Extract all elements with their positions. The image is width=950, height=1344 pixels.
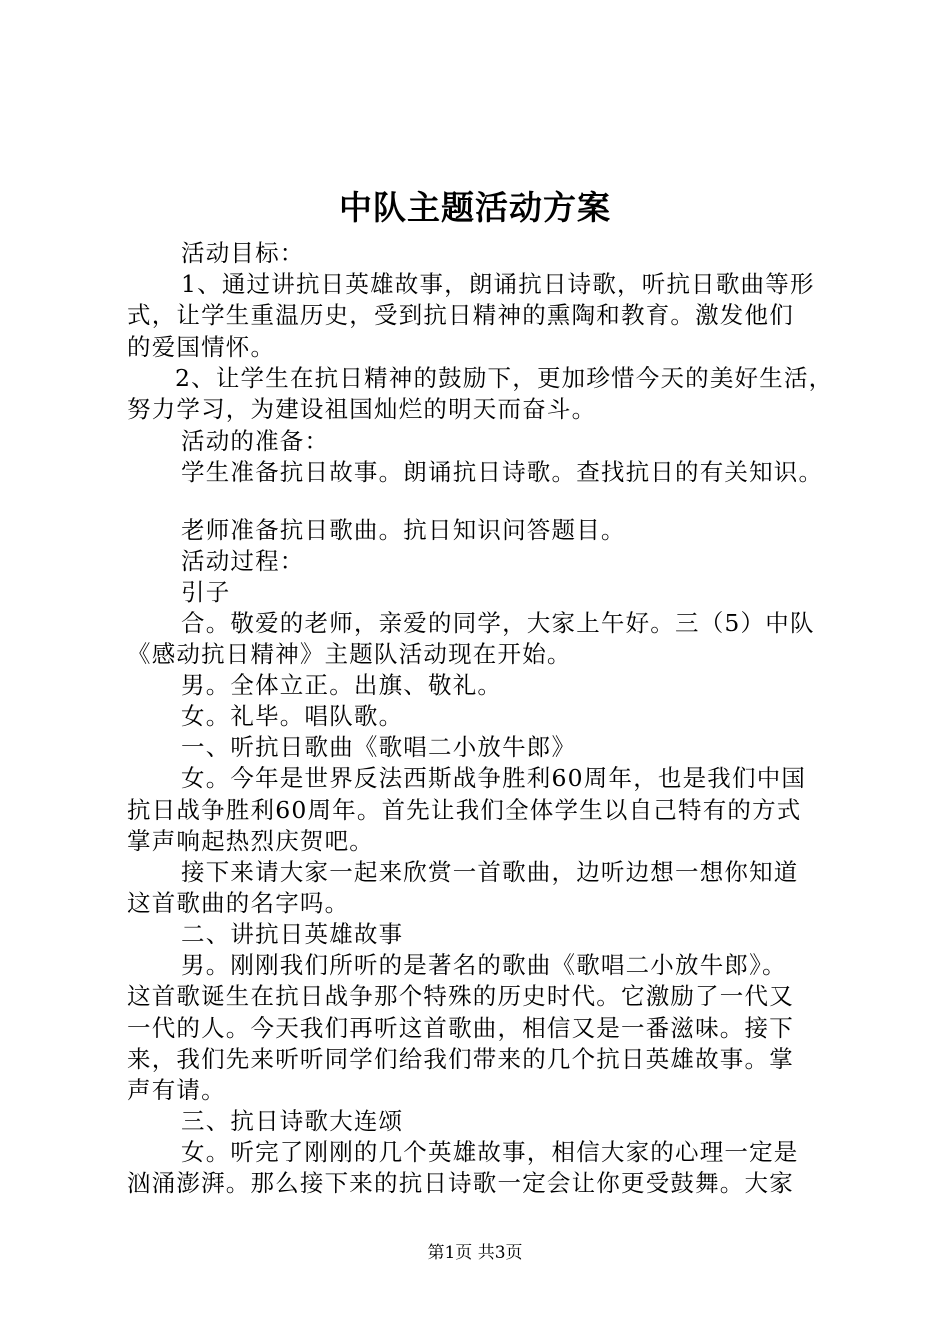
text-line: 一代的人。今天我们再听这首歌曲，相信又是一番滋味。接下 bbox=[127, 1014, 794, 1042]
text-line: 男。刚刚我们所听的是著名的歌曲《歌唱二小放牛郎》。 bbox=[181, 951, 787, 979]
text-line: 这首歌诞生在抗日战争那个特殊的历史时代。它激励了一代又 bbox=[127, 982, 794, 1010]
page-title: 中队主题活动方案 bbox=[339, 188, 611, 227]
text-line: 引子 bbox=[181, 578, 231, 606]
text-line: 合。敬爱的老师，亲爱的同学，大家上午好。三（5）中队 bbox=[181, 609, 815, 637]
text-line: 三、抗日诗歌大连颂 bbox=[181, 1107, 404, 1135]
text-line: 学生准备抗日故事。朗诵抗日诗歌。查找抗日的有关知识。 bbox=[181, 458, 824, 486]
text-line: 活动的准备： bbox=[181, 427, 330, 455]
text-line: 活动过程： bbox=[181, 547, 305, 575]
text-line: 女。今年是世界反法西斯战争胜利60周年，也是我们中国 bbox=[181, 764, 807, 792]
text-line: 接下来请大家一起来欣赏一首歌曲，边听边想一想你知道 bbox=[181, 858, 799, 886]
text-line: 女。听完了刚刚的几个英雄故事，相信大家的心理一定是 bbox=[181, 1138, 799, 1166]
page-footer: 第1页 共3页 bbox=[427, 1243, 523, 1263]
text-line: 《感动抗日精神》主题队活动现在开始。 bbox=[127, 640, 572, 668]
text-line: 努力学习，为建设祖国灿烂的明天而奋斗。 bbox=[127, 395, 597, 423]
text-line: 式，让学生重温历史，受到抗日精神的熏陶和教育。激发他们 bbox=[127, 301, 794, 329]
text-line: 二、讲抗日英雄故事 bbox=[181, 920, 404, 948]
text-line: 男。全体立正。出旗、敬礼。 bbox=[181, 671, 503, 699]
text-line: 掌声响起热烈庆贺吧。 bbox=[127, 827, 374, 855]
text-line: 2、让学生在抗日精神的鼓励下，更加珍惜今天的美好生活， bbox=[175, 364, 834, 392]
text-line: 老师准备抗日歌曲。抗日知识问答题目。 bbox=[181, 516, 626, 544]
text-line: 1、通过讲抗日英雄故事，朗诵抗日诗歌，听抗日歌曲等形 bbox=[181, 270, 815, 298]
text-line: 这首歌曲的名字吗。 bbox=[127, 889, 350, 917]
text-line: 的爱国情怀。 bbox=[127, 333, 276, 361]
text-line: 一、听抗日歌曲《歌唱二小放牛郎》 bbox=[181, 733, 577, 761]
text-line: 抗日战争胜利60周年。首先让我们全体学生以自己特有的方式 bbox=[127, 796, 802, 824]
text-line: 声有请。 bbox=[127, 1076, 226, 1104]
text-line: 女。礼毕。唱队歌。 bbox=[181, 702, 404, 730]
text-line: 汹涌澎湃。那么接下来的抗日诗歌一定会让你更受鼓舞。大家 bbox=[127, 1169, 794, 1197]
text-line: 来，我们先来听听同学们给我们带来的几个抗日英雄故事。掌 bbox=[127, 1045, 794, 1073]
text-line: 活动目标： bbox=[181, 239, 305, 267]
